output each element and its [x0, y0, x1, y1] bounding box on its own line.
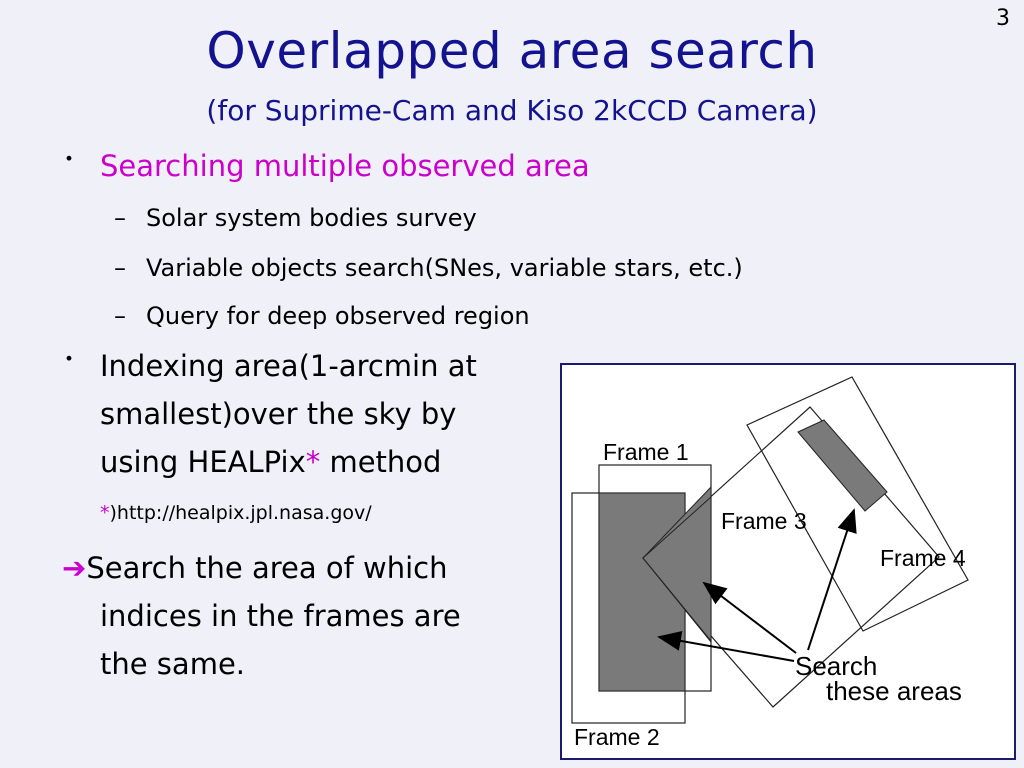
bullet-line: smallest)over the sky by: [100, 397, 457, 431]
conclusion: [62, 544, 542, 688]
bullet-line: [100, 438, 477, 486]
conclusion-line: [62, 544, 542, 592]
right-arrow-icon: ➔: [62, 551, 87, 585]
dash-mark: –: [114, 302, 126, 330]
conclusion-text: Search the area of which: [86, 551, 448, 585]
frame-4-label: Frame 4: [880, 545, 966, 571]
arrow-to-overlap-3-4: [808, 510, 854, 650]
page-number: 3: [996, 6, 1010, 31]
search-areas-label: these areas: [826, 676, 962, 706]
bullet-line-text: method: [320, 445, 442, 479]
bullet-text: Searching multiple observed area: [100, 149, 590, 183]
frame-2-label: Frame 2: [574, 724, 660, 750]
dash-mark: –: [114, 204, 126, 232]
sub-bullet-query: [114, 302, 530, 330]
bullet-line: Indexing area(1-arcmin at: [100, 349, 477, 383]
slide-title: Overlapped area search: [206, 22, 818, 80]
bullet-searching: [56, 142, 590, 190]
diagram-svg: [562, 365, 1014, 758]
sub-bullet-text: Variable objects search(SNes, variable stars, etc.): [146, 254, 743, 282]
arrow-to-overlap-1-3: [704, 583, 796, 653]
footnote-marker: *: [305, 445, 321, 479]
sub-bullet-text: Query for deep observed region: [146, 302, 530, 330]
search-label: Search: [795, 651, 878, 681]
frame-1-label: Frame 1: [603, 439, 689, 465]
sub-bullet-text: Solar system bodies survey: [146, 204, 477, 232]
footnote: [100, 502, 372, 524]
slide-subtitle: (for Suprime-Cam and Kiso 2kCCD Camera): [206, 94, 818, 127]
overlap-area-3-4: [798, 420, 887, 511]
conclusion-line: indices in the frames are: [100, 599, 461, 633]
frame-3-label: Frame 3: [721, 508, 807, 534]
sub-bullet-solar: [114, 204, 477, 232]
bullet-dot: ・: [56, 345, 83, 375]
footnote-url[interactable]: )http://healpix.jpl.nasa.gov/: [109, 502, 372, 524]
conclusion-line: the same.: [100, 647, 245, 681]
frame-4-outline: [747, 377, 968, 631]
footnote-star: *: [100, 502, 110, 524]
dash-mark: –: [114, 254, 126, 282]
sub-bullet-variable: [114, 254, 743, 282]
bullet-line-text: using HEALPix: [100, 445, 306, 479]
bullet-indexing: [56, 342, 477, 486]
bullet-dot: ・: [56, 145, 83, 175]
overlap-diagram: [560, 363, 1016, 760]
